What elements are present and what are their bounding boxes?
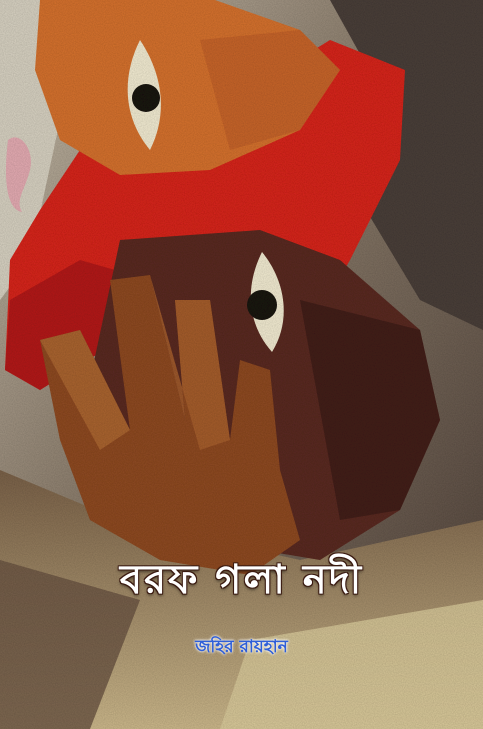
lower-pupil bbox=[247, 290, 277, 320]
upper-pupil bbox=[132, 84, 160, 112]
book-title: বরফ গলা নদী bbox=[119, 557, 364, 603]
book-author: জহির রায়হান bbox=[195, 637, 288, 657]
